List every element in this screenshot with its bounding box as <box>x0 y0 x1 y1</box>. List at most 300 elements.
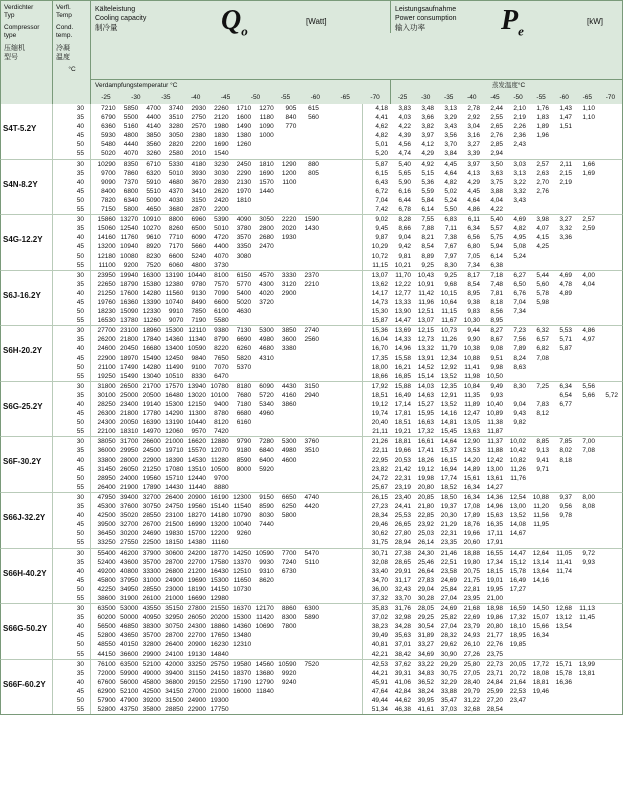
power-value: 12,42 <box>486 456 503 464</box>
capacity-value: 4960 <box>259 410 274 418</box>
capacity-row <box>91 558 362 567</box>
power-value: 9,81 <box>398 252 411 260</box>
capacity-value: 39200 <box>142 697 161 704</box>
capacity-row <box>91 131 362 140</box>
power-value: 15,45 <box>440 428 457 436</box>
power-value: 34,70 <box>371 576 388 584</box>
capacity-value <box>296 149 319 158</box>
power-row <box>363 511 622 520</box>
cond-temp-value: 35 <box>76 558 84 566</box>
capacity-value: 5160 <box>123 123 139 131</box>
power-value: 5,15 <box>421 169 434 177</box>
capacity-value: 67600 <box>97 678 116 686</box>
power-value <box>549 465 572 474</box>
capacity-value: 1600 <box>236 114 252 122</box>
capacity-value: 3670 <box>191 178 206 186</box>
cond-temp-value: 50 <box>76 641 84 649</box>
compressor-group <box>0 271 623 327</box>
power-value <box>572 687 595 696</box>
capacity-value <box>296 131 319 140</box>
power-value: 25,80 <box>463 660 480 668</box>
capacity-value: 30600 <box>165 549 184 557</box>
capacity-value: 4300 <box>259 280 274 288</box>
power-value <box>549 242 572 251</box>
capacity-value: 19300 <box>210 697 229 704</box>
power-value: 8,54 <box>421 243 434 251</box>
power-value: 4,29 <box>467 178 480 186</box>
power-value: 39,31 <box>394 669 411 677</box>
power-row <box>363 446 622 455</box>
capacity-value: 24500 <box>142 447 161 455</box>
capacity-value <box>296 316 319 325</box>
cond-temp-value: 30 <box>76 216 84 224</box>
capacity-value: 15140 <box>210 503 229 511</box>
power-value: 18,81 <box>394 438 411 446</box>
capacity-value: 9930 <box>259 558 274 566</box>
power-value: 24,72 <box>371 474 388 482</box>
power-value: 11,38 <box>487 419 503 427</box>
capacity-value: 9150 <box>259 493 274 501</box>
power-value: 2,65 <box>490 123 503 131</box>
power-value: 4,78 <box>559 280 572 288</box>
capacity-value: 1930 <box>281 234 297 242</box>
power-value: 13,12 <box>555 614 572 622</box>
power-value: 4,64 <box>467 196 480 204</box>
capacity-value: 1380 <box>236 132 252 140</box>
power-value: 6,44 <box>398 196 411 204</box>
power-value: 4,89 <box>559 289 572 297</box>
cond-temp-value: 55 <box>76 150 84 158</box>
capacity-value: 22700 <box>187 632 206 640</box>
power-value: 11,67 <box>441 317 457 325</box>
cooling-capacity-cell <box>91 660 363 715</box>
power-value: 21,26 <box>371 438 388 446</box>
capacity-value <box>274 650 297 659</box>
capacity-value: 2570 <box>191 123 206 131</box>
power-row <box>363 131 622 140</box>
power-value: 6,50 <box>513 280 526 288</box>
capacity-value <box>296 622 319 631</box>
power-value <box>549 687 572 696</box>
power-value: 20,80 <box>417 483 434 491</box>
power-value: 25,53 <box>394 512 411 520</box>
power-value: 9,38 <box>467 298 480 306</box>
capacity-value: 9700 <box>214 474 229 482</box>
power-value: 13,53 <box>463 447 480 455</box>
capacity-value: 33300 <box>142 567 161 575</box>
compressor-group <box>0 604 623 660</box>
power-value <box>572 705 595 714</box>
capacity-row <box>91 316 362 325</box>
capacity-value: 14150 <box>210 585 229 593</box>
capacity-value: 3780 <box>236 225 252 233</box>
power-value: 12,68 <box>555 605 572 613</box>
power-value: 6,38 <box>490 261 503 269</box>
capacity-value <box>274 363 297 372</box>
power-value: 21,29 <box>440 521 457 529</box>
power-value: 17,91 <box>486 539 503 547</box>
capacity-value: 4430 <box>281 382 297 390</box>
power-consumption-cell <box>363 549 622 604</box>
power-row <box>363 549 622 558</box>
power-value: 11,56 <box>533 512 549 520</box>
header-de-line2: Typ <box>4 12 15 19</box>
power-value: 7,23 <box>513 327 526 335</box>
power-value: 2,19 <box>559 178 572 186</box>
power-consumption-cell <box>363 382 622 437</box>
power-value: 6,54 <box>559 391 572 399</box>
power-value: 2,70 <box>536 178 549 186</box>
power-value: 9,71 <box>536 465 549 473</box>
power-value: 4,39 <box>398 132 411 140</box>
capacity-value <box>274 576 297 585</box>
capacity-value <box>296 122 319 131</box>
power-value: 20,75 <box>463 567 480 575</box>
capacity-row <box>91 372 362 381</box>
power-value: 4,00 <box>582 271 595 279</box>
power-value: 4,15 <box>536 234 549 242</box>
power-value <box>572 640 595 649</box>
cond-temp-value: 50 <box>76 252 84 260</box>
cond-temp-value: 40 <box>76 567 84 575</box>
capacity-value: 7180 <box>236 401 252 408</box>
capacity-row <box>91 696 362 705</box>
capacity-value: 24750 <box>165 503 184 511</box>
capacity-value: 11440 <box>188 483 206 491</box>
capacity-value: 15300 <box>210 576 229 584</box>
capacity-value: 14560 <box>255 660 274 668</box>
cond-temp-value: 40 <box>76 234 84 242</box>
power-value: 19,98 <box>417 474 434 482</box>
power-value: 12,35 <box>440 382 457 390</box>
capacity-value: 9090 <box>101 178 116 186</box>
power-value: 51,34 <box>371 706 388 714</box>
capacity-value: 2420 <box>214 196 229 204</box>
power-value: 5,94 <box>490 243 503 251</box>
capacity-value: 6600 <box>168 252 184 260</box>
capacity-value: 15710 <box>165 474 184 482</box>
power-value: 1,83 <box>536 114 549 122</box>
power-value: 22,53 <box>509 687 526 695</box>
capacity-value: 7570 <box>214 280 229 288</box>
capacity-value: 30750 <box>165 623 184 631</box>
capacity-en-label: Cooling capacity <box>95 15 147 22</box>
capacity-value <box>274 483 297 492</box>
power-value <box>572 363 595 372</box>
compressor-group <box>0 382 623 438</box>
capacity-value: 11260 <box>143 317 161 325</box>
capacity-value: 72000 <box>97 669 116 677</box>
power-value: 16,55 <box>486 549 503 557</box>
capacity-value: 24300 <box>97 419 116 427</box>
capacity-value: 4980 <box>259 336 274 344</box>
capacity-value <box>229 149 252 158</box>
capacity-value: 28250 <box>97 401 116 408</box>
power-value: 2,57 <box>536 160 549 168</box>
power-row <box>363 363 622 372</box>
power-value: 22,11 <box>372 447 388 455</box>
power-value: 4,69 <box>559 271 572 279</box>
tick: -65 <box>340 94 350 101</box>
power-value: 3,32 <box>559 225 572 233</box>
power-value: 3,32 <box>513 187 526 195</box>
power-value: 24,93 <box>463 632 480 640</box>
power-row <box>363 705 622 714</box>
power-value: 40,81 <box>371 641 388 649</box>
capacity-value: 14250 <box>233 549 252 557</box>
capacity-unit: [Watt] <box>306 17 327 26</box>
power-value <box>549 594 572 603</box>
power-value: 24,30 <box>417 549 434 557</box>
capacity-value: 2930 <box>191 105 206 112</box>
tick: -50 <box>250 94 261 101</box>
capacity-value <box>274 149 297 158</box>
capacity-value: 39400 <box>120 493 139 501</box>
capacity-value: 19560 <box>187 503 206 511</box>
power-value: 8,66 <box>398 225 411 233</box>
capacity-value: 7860 <box>123 169 139 177</box>
power-value <box>503 705 526 714</box>
capacity-value: 16530 <box>97 317 116 325</box>
compressor-type-cell <box>1 382 53 437</box>
power-value: 4,22 <box>490 206 503 214</box>
capacity-value: 11300 <box>188 410 206 418</box>
capacity-value: 30200 <box>120 530 139 538</box>
capacity-value: 9070 <box>168 317 184 325</box>
capacity-value <box>296 538 319 547</box>
capacity-value: 3760 <box>304 438 319 446</box>
capacity-value: 32700 <box>120 521 139 529</box>
capacity-value <box>274 594 297 603</box>
power-value: 15,63 <box>486 512 503 520</box>
power-value: 7,83 <box>536 401 549 408</box>
power-value: 33,40 <box>371 567 388 575</box>
capacity-value: 4700 <box>146 105 161 112</box>
capacity-value: 13400 <box>165 345 184 353</box>
cond-temp-value: 35 <box>76 336 84 344</box>
power-value: 49,44 <box>371 697 388 704</box>
capacity-value: 1270 <box>259 105 274 112</box>
capacity-value <box>296 650 319 659</box>
power-value: 4,07 <box>536 225 549 233</box>
capacity-value: 16000 <box>233 687 252 695</box>
power-value <box>572 456 595 465</box>
power-row <box>363 687 622 696</box>
capacity-value: 5480 <box>101 141 116 149</box>
capacity-value: 5020 <box>101 150 116 158</box>
capacity-value: 52800 <box>97 706 116 714</box>
power-value <box>549 474 572 483</box>
power-value: 23,92 <box>417 521 434 529</box>
power-value: 18,15 <box>486 567 503 575</box>
capacity-value: 13190 <box>165 419 184 427</box>
power-value: 9,93 <box>582 558 595 566</box>
capacity-value: 26050 <box>120 465 139 473</box>
power-value: 16,34 <box>532 632 549 640</box>
cond-temp-value: 55 <box>76 706 84 714</box>
power-value: 15,87 <box>371 317 388 325</box>
capacity-value: 3730 <box>214 261 229 269</box>
capacity-value <box>296 585 319 594</box>
table-header <box>0 0 623 104</box>
power-value: 11,35 <box>464 391 480 399</box>
power-value: 8,24 <box>513 354 526 362</box>
power-value: 13,62 <box>371 280 388 288</box>
capacity-value: 2220 <box>281 216 297 224</box>
power-value: 10,89 <box>486 410 503 418</box>
cond-temp-value: 35 <box>76 225 84 233</box>
cond-temp-value: 45 <box>76 521 84 529</box>
power-row <box>363 502 622 511</box>
capacity-value <box>296 483 319 492</box>
capacity-value: 12980 <box>210 594 229 602</box>
capacity-value: 6680 <box>236 410 252 418</box>
capacity-row <box>91 567 362 576</box>
capacity-value: 10040 <box>233 521 252 529</box>
capacity-value: 18310 <box>120 428 139 436</box>
capacity-value: 19250 <box>97 372 116 380</box>
capacity-value <box>229 696 252 705</box>
capacity-value: 42250 <box>97 585 116 593</box>
power-value: 29,46 <box>371 521 388 529</box>
power-value: 7,18 <box>490 271 503 279</box>
power-value <box>549 205 572 214</box>
power-value <box>572 567 595 576</box>
power-value: 32,98 <box>394 614 411 622</box>
power-value <box>572 196 595 205</box>
cond-temp-value: 40 <box>76 123 84 131</box>
capacity-value: 5110 <box>304 558 319 566</box>
power-value: 7,88 <box>421 225 434 233</box>
capacity-value: 10440 <box>187 271 206 279</box>
power-value <box>526 261 549 270</box>
capacity-value: 21900 <box>120 483 139 491</box>
power-value: 17,89 <box>463 512 480 520</box>
power-value: 11,15 <box>372 261 388 269</box>
capacity-value: 10270 <box>142 225 161 233</box>
capacity-value <box>229 261 252 270</box>
power-row <box>363 558 622 567</box>
power-row <box>363 113 622 122</box>
capacity-value: 6600 <box>214 298 229 306</box>
capacity-symbol: $Q_o$ <box>221 5 248 39</box>
power-value: 17,72 <box>532 660 549 668</box>
power-value: 18,81 <box>532 678 549 686</box>
capacity-value: 13040 <box>142 372 161 380</box>
power-value <box>503 650 526 659</box>
power-value <box>572 538 595 547</box>
power-value: 3,13 <box>444 105 457 112</box>
power-value: 31,75 <box>371 539 388 547</box>
capacity-row <box>91 252 362 261</box>
capacity-value: 4650 <box>146 206 161 214</box>
capacity-value <box>251 316 274 325</box>
capacity-value: 43600 <box>120 558 139 566</box>
power-value: 8,30 <box>513 382 526 390</box>
capacity-value: 11840 <box>256 687 274 695</box>
cond-temp-value: 30 <box>76 438 84 446</box>
capacity-value: 5720 <box>259 391 274 399</box>
power-value: 16,61 <box>417 438 434 446</box>
power-value: 41,06 <box>394 678 411 686</box>
power-value: 8,54 <box>467 280 480 288</box>
power-row <box>363 307 622 316</box>
power-value: 14,89 <box>463 465 480 473</box>
capacity-value: 52100 <box>120 687 139 695</box>
power-value: 8,28 <box>398 216 411 224</box>
tick: -45 <box>220 94 231 101</box>
power-value: 13,07 <box>371 271 388 279</box>
power-value: 18,08 <box>532 669 549 677</box>
power-value <box>549 631 572 640</box>
power-row <box>363 289 622 298</box>
power-consumption-cell <box>363 271 622 326</box>
power-row <box>363 576 622 585</box>
tick: -45 <box>490 94 500 101</box>
power-value: 13,61 <box>486 474 503 482</box>
power-value: 19,85 <box>509 641 526 649</box>
power-value <box>572 289 595 298</box>
power-consumption-cell <box>363 160 622 215</box>
capacity-value: 29900 <box>142 650 161 658</box>
cond-temp-value: 50 <box>76 308 84 316</box>
capacity-value: 24690 <box>142 530 161 538</box>
power-value: 7,85 <box>559 438 572 446</box>
power-value: 15,27 <box>417 401 434 408</box>
capacity-value: 6650 <box>281 493 297 501</box>
capacity-value: 2750 <box>191 114 206 122</box>
capacity-value: 6100 <box>214 308 229 316</box>
capacity-value: 3680 <box>168 206 184 214</box>
capacity-value <box>274 529 297 538</box>
compressor-type-cell <box>1 493 53 548</box>
power-value: 5,66 <box>582 391 595 399</box>
capacity-value: 4070 <box>214 252 229 260</box>
capacity-value: 26100 <box>142 594 161 602</box>
power-value: 5,71 <box>559 336 572 344</box>
power-value: 3,48 <box>421 105 434 112</box>
power-value: 15,12 <box>509 558 526 566</box>
capacity-value: 7520 <box>304 660 319 668</box>
power-value: 25,99 <box>486 687 503 695</box>
capacity-value <box>229 372 252 381</box>
cooling-capacity-cell <box>91 382 363 437</box>
cond-temp-value: 45 <box>76 632 84 640</box>
capacity-value: 26600 <box>142 438 161 446</box>
capacity-value <box>274 242 297 251</box>
capacity-value: 5340 <box>259 401 274 408</box>
power-value: 11,20 <box>533 503 549 511</box>
power-value: 3,56 <box>444 132 457 140</box>
capacity-value: 35800 <box>142 706 161 714</box>
capacity-value: 28550 <box>142 585 161 593</box>
power-value <box>526 650 549 659</box>
power-value: 5,53 <box>559 327 572 335</box>
power-value: 17,11 <box>487 530 503 538</box>
power-row <box>363 205 622 214</box>
capacity-value: 8300 <box>281 614 297 622</box>
capacity-value: 9570 <box>191 428 206 436</box>
capacity-value <box>296 696 319 705</box>
power-value: 42,84 <box>394 687 411 695</box>
capacity-value: 27550 <box>120 539 139 547</box>
capacity-value <box>251 261 274 270</box>
capacity-value: 15490 <box>142 354 161 362</box>
capacity-value: 56500 <box>97 623 116 631</box>
capacity-value: 3720 <box>259 298 274 306</box>
compressor-group <box>0 493 623 549</box>
capacity-value: 19140 <box>142 401 161 408</box>
